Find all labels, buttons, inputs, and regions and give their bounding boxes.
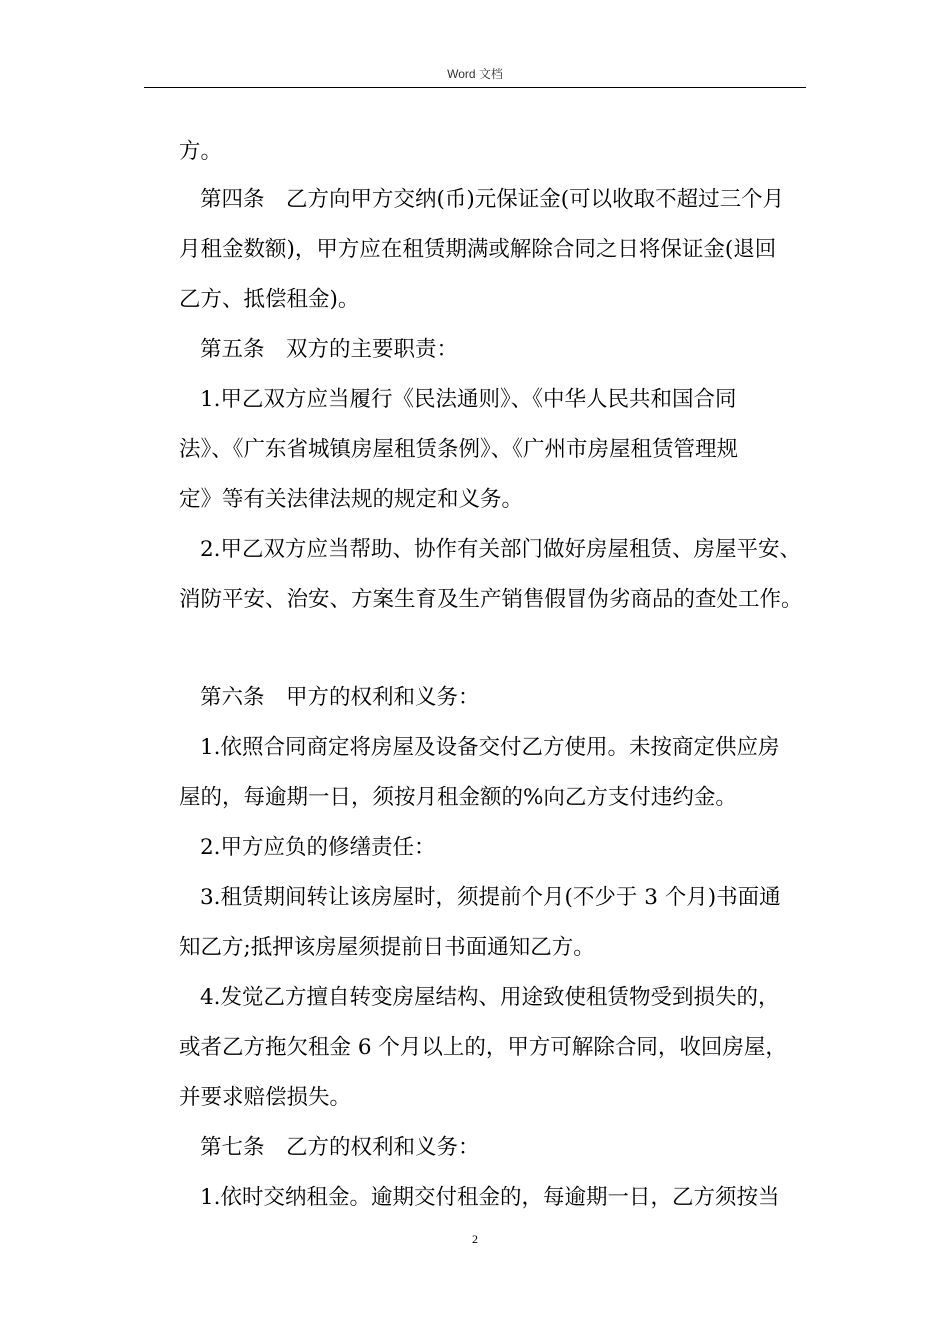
header-divider — [144, 87, 806, 88]
article-heading: 第五条 双方的主要职责： — [200, 337, 459, 362]
paragraph-line: 乙方、抵偿租金)。 — [179, 287, 360, 312]
page-number: 2 — [472, 1232, 478, 1246]
paragraph-line: 3.租赁期间转让该房屋时，须提前个月(不少于 3 个月)书面通 — [200, 885, 781, 910]
paragraph-line: 定》等有关法律法规的规定和义务。 — [179, 487, 524, 512]
paragraph-line: 知乙方;抵押该房屋须提前日书面通知乙方。 — [179, 935, 595, 960]
paragraph-line: 1.依照合同商定将房屋及设备交付乙方使用。未按商定供应房 — [200, 735, 780, 760]
paragraph-line: 或者乙方拖欠租金 6 个月以上的，甲方可解除合同，收回房屋， — [179, 1035, 787, 1060]
article-heading: 第七条 乙方的权利和义务： — [200, 1135, 480, 1160]
paragraph-line: 4.发觉乙方擅自转变房屋结构、用途致使租赁物受到损失的， — [200, 985, 780, 1010]
paragraph-line: 法》、《广东省城镇房屋租赁条例》、《广州市房屋租赁管理规 — [179, 437, 739, 462]
paragraph-line: 1.甲乙双方应当履行《民法通则》、《中华人民共和国合同 — [200, 387, 737, 412]
paragraph-line: 第四条 乙方向甲方交纳(币)元保证金(可以收取不超过三个月 — [200, 187, 785, 212]
paragraph-line: 消防平安、治安、方案生育及生产销售假冒伪劣商品的查处工作。 — [179, 587, 803, 612]
paragraph-line: 2.甲方应负的修缮责任： — [200, 835, 436, 860]
paragraph-line: 2.甲乙双方应当帮助、协作有关部门做好房屋租赁、房屋平安、 — [200, 537, 802, 562]
paragraph-line: 1.依时交纳租金。逾期交付租金的，每逾期一日，乙方须按当 — [200, 1185, 780, 1210]
page-header-title: Word 文档 — [447, 67, 503, 81]
paragraph-line: 方。 — [179, 139, 223, 164]
article-heading: 第六条 甲方的权利和义务： — [200, 685, 480, 710]
paragraph-line: 月租金数额)，甲方应在租赁期满或解除合同之日将保证金(退回 — [179, 237, 777, 262]
paragraph-line: 屋的，每逾期一日，须按月租金额的%向乙方支付违约金。 — [179, 785, 737, 810]
paragraph-line: 并要求赔偿损失。 — [179, 1085, 352, 1110]
